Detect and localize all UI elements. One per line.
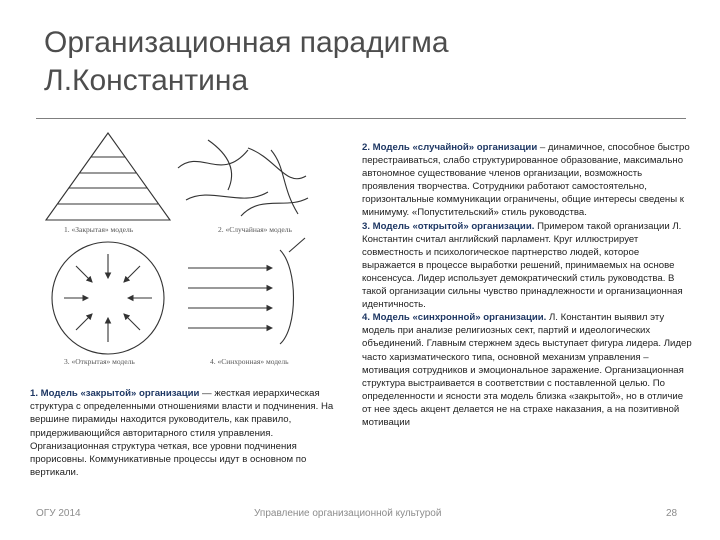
caption-random-model: 2. «Случайная» модель [218,225,292,234]
paradigm-diagram [36,128,336,368]
random-model-text: – динамичное, способное быстро перестраиваться, слабо структурированное образование, максимально автономное существование членов организации, возможность проявления творчества. Сотрудники работают самостоятельно, горизонтальные коммуникации ограничены, общие интересы сведены к минимуму. «Попустительский» стиль руководства. [362,142,690,219]
caption-synchronous-model: 4. «Синхронная» модель [210,357,289,366]
page-number: 28 [666,508,678,519]
synchronous-model-heading: 4. Модель «синхронной» организации. [362,312,547,324]
caption-closed-model: 1. «Закрытая» модель [64,225,134,234]
random-model-paragraph [362,141,692,220]
synchronous-model-arrows [188,238,305,344]
open-model-circle [52,242,164,354]
title-line-2: Л.Константина [44,64,249,97]
random-model-curves [178,140,308,216]
open-model-heading: 3. Модель «открытой» организации. [362,220,535,232]
footer-left: ОГУ 2014 [36,508,81,519]
footer-center: Управление организационной культурой [254,508,442,519]
slide-title [44,24,684,100]
closed-model-pyramid [46,133,170,220]
open-model-text: Примером такой организации Л. Константин считал английский парламент. Круг иллюстрирует совместность и психологическое партнерство людей, которое выражается в процессе выработки решений, принимаемых на основе консенсуса. Лидер использует демократический стиль руководства. В такой организации сильны чувство принадлежности и организационная идентичность. [362,220,683,311]
caption-open-model: 3. «Открытая» модель [64,357,135,366]
closed-model-description [30,387,340,479]
synchronous-model-text: Л. Константин выявил эту модель при анализе религиозных сект, партий и идеологических объединений. Главным стержнем здесь выступает фигура лидера. Лидер часто харизматического типа, основной механизм управления – мотивация сотрудников и эмоциональное заражение. Организационная структура выстраивается в соответствии с поставленной целью. По определенности и ясности эта модель близка «закрытой», но в отличие от нее здесь акцент делается не на страхе наказания, а на позитивной мотивации [362,312,692,428]
random-model-heading: 2. Модель «случайной» организации [362,142,538,153]
open-model-paragraph [362,220,692,312]
title-divider [36,118,686,119]
models-description [362,141,692,429]
synchronous-model-paragraph [362,311,692,429]
closed-model-heading: 1. Модель «закрытой» организации [30,388,200,399]
paradigm-diagram-svg [36,128,336,368]
closed-model-text: — жесткая иерархическая структура с определенными отношениями власти и подчинения. На вершине пирамиды находится руководитель, как правило, придерживающийся авторитарного стиля управления. Организационная структура четкая, все уровни подчинения прорисовны. Коммуникативные процессы идут в основном по вертикали. [30,388,334,479]
title-line-1: Организационная парадигма [44,26,449,59]
